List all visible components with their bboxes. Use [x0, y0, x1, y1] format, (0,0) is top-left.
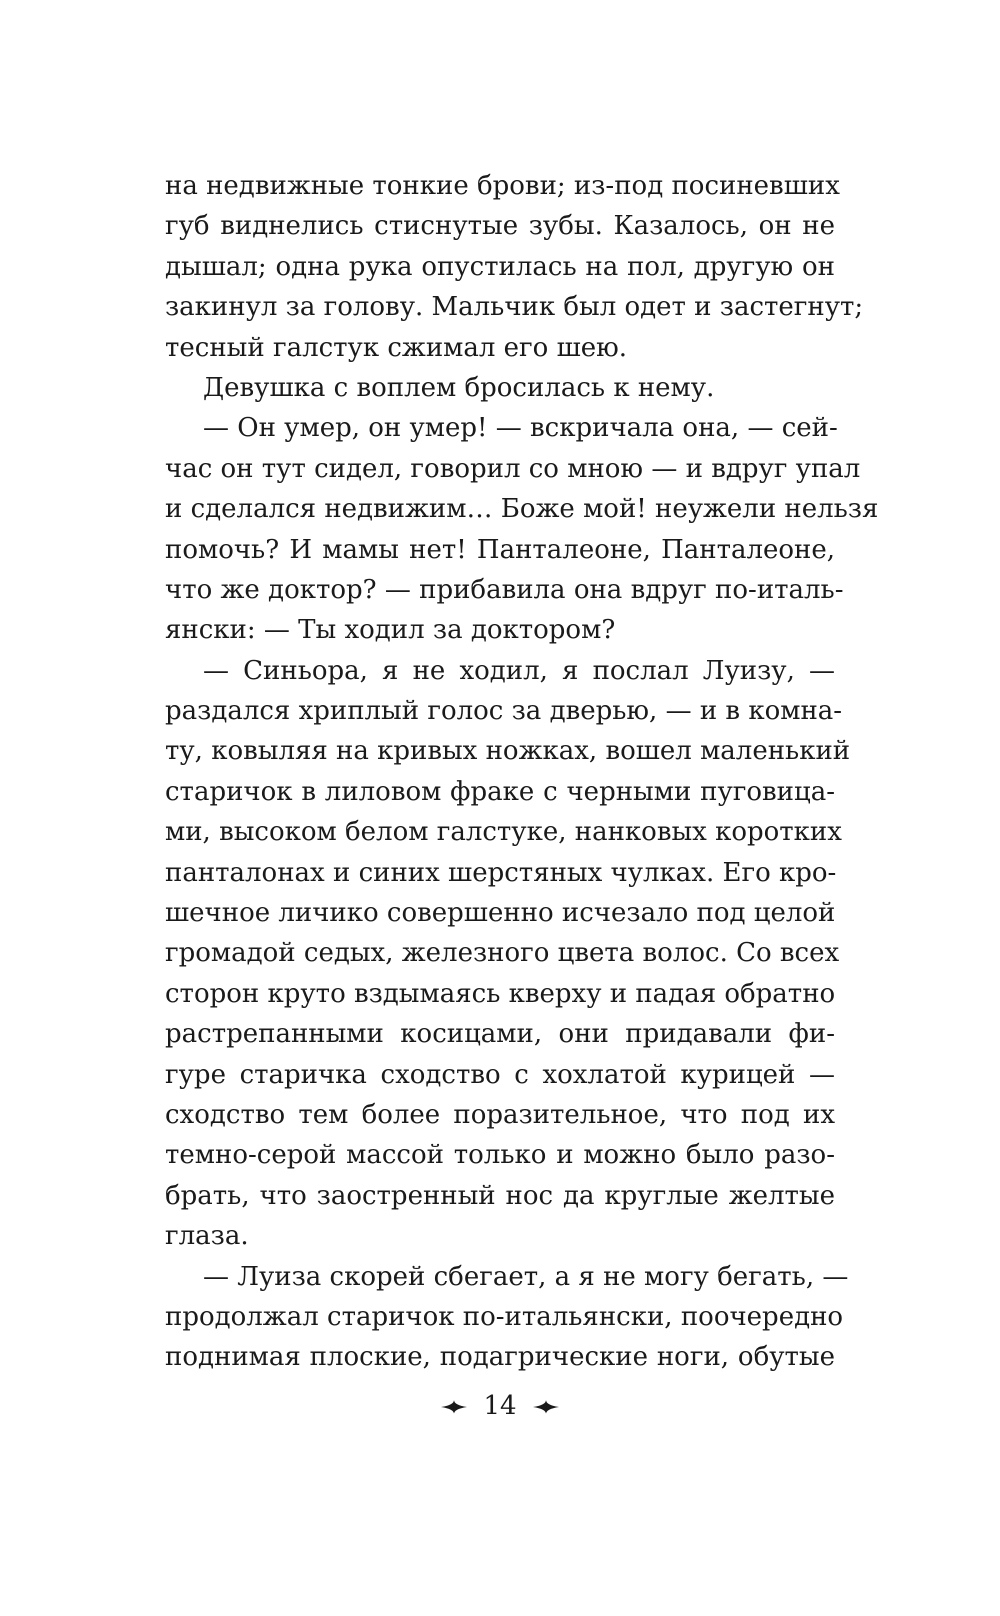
text-line: — Синьора, я не ходил, я послал Луизу, — [203, 655, 835, 686]
text-line: закинул за голову. Мальчик был одет и застегнут; [165, 292, 864, 323]
text-line: ми, высоком белом галстуке, нанковых коротких [165, 817, 842, 848]
text-line: и сделался недвижим… Боже мой! неужели нельзя [165, 494, 879, 525]
left-diamond-ornament-icon [441, 1391, 467, 1421]
page-footer [0, 1390, 1000, 1421]
text-line: громадой седых, железного цвета волос. Со всех [165, 938, 840, 969]
text-line: продолжал старичок по-итальянски, поочередно [165, 1301, 844, 1332]
text-line: гуре старичка сходство с хохлатой курицей — [165, 1059, 835, 1090]
text-line: сходство тем более поразительное, что под их [165, 1099, 835, 1130]
text-line: поднимая плоские, подагрические ноги, обутые [165, 1342, 835, 1373]
text-line: глаза. [165, 1221, 249, 1252]
text-line: что же доктор? — прибавила она вдруг по-италь- [165, 574, 844, 605]
text-line: панталонах и синих шерстяных чулках. Его кро- [165, 857, 837, 888]
text-line: час он тут сидел, говорил со мною — и вдруг упал [165, 453, 861, 484]
text-line: темно-серой массой только и можно было разо- [165, 1140, 835, 1171]
text-line: на недвижные тонкие брови; из-под посиневших [165, 171, 840, 201]
text-line: янски: — Ты ходил за доктором? [165, 615, 616, 646]
text-line: сторон круто вздымаясь кверху и падая обратно [165, 978, 836, 1009]
text-line: — Он умер, он умер! — вскричала она, — сей- [203, 413, 838, 444]
text-line: растрепанными косицами, они придавали фи- [165, 1019, 835, 1050]
text-line: шечное личико совершенно исчезало под целой [165, 898, 836, 929]
text-line: брать, что заостренный нос да круглые желтые [165, 1180, 835, 1211]
page-number: 14 [483, 1391, 517, 1421]
text-line: помочь? И мамы нет! Панталеоне, Панталеоне, [165, 534, 835, 565]
text-line: губ виднелись стиснутые зубы. Казалось, он не [165, 211, 835, 242]
text-line: Девушка с воплем бросилась к нему. [203, 372, 715, 403]
text-line: дышал; одна рука опустилась на пол, другую он [165, 251, 835, 282]
text-line: ту, ковыляя на кривых ножках, вошел маленький [165, 736, 851, 767]
text-line: — Луиза скорей сбегает, а я не могу бегать, — [203, 1261, 849, 1292]
text-line: старичок в лиловом фраке с черными пуговица- [165, 776, 835, 807]
body-text [165, 166, 879, 1378]
text-line: тесный галстук сжимал его шею. [165, 332, 628, 363]
text-line: раздался хриплый голос за дверью, — и в комна- [165, 696, 843, 727]
right-diamond-ornament-icon [533, 1391, 559, 1421]
